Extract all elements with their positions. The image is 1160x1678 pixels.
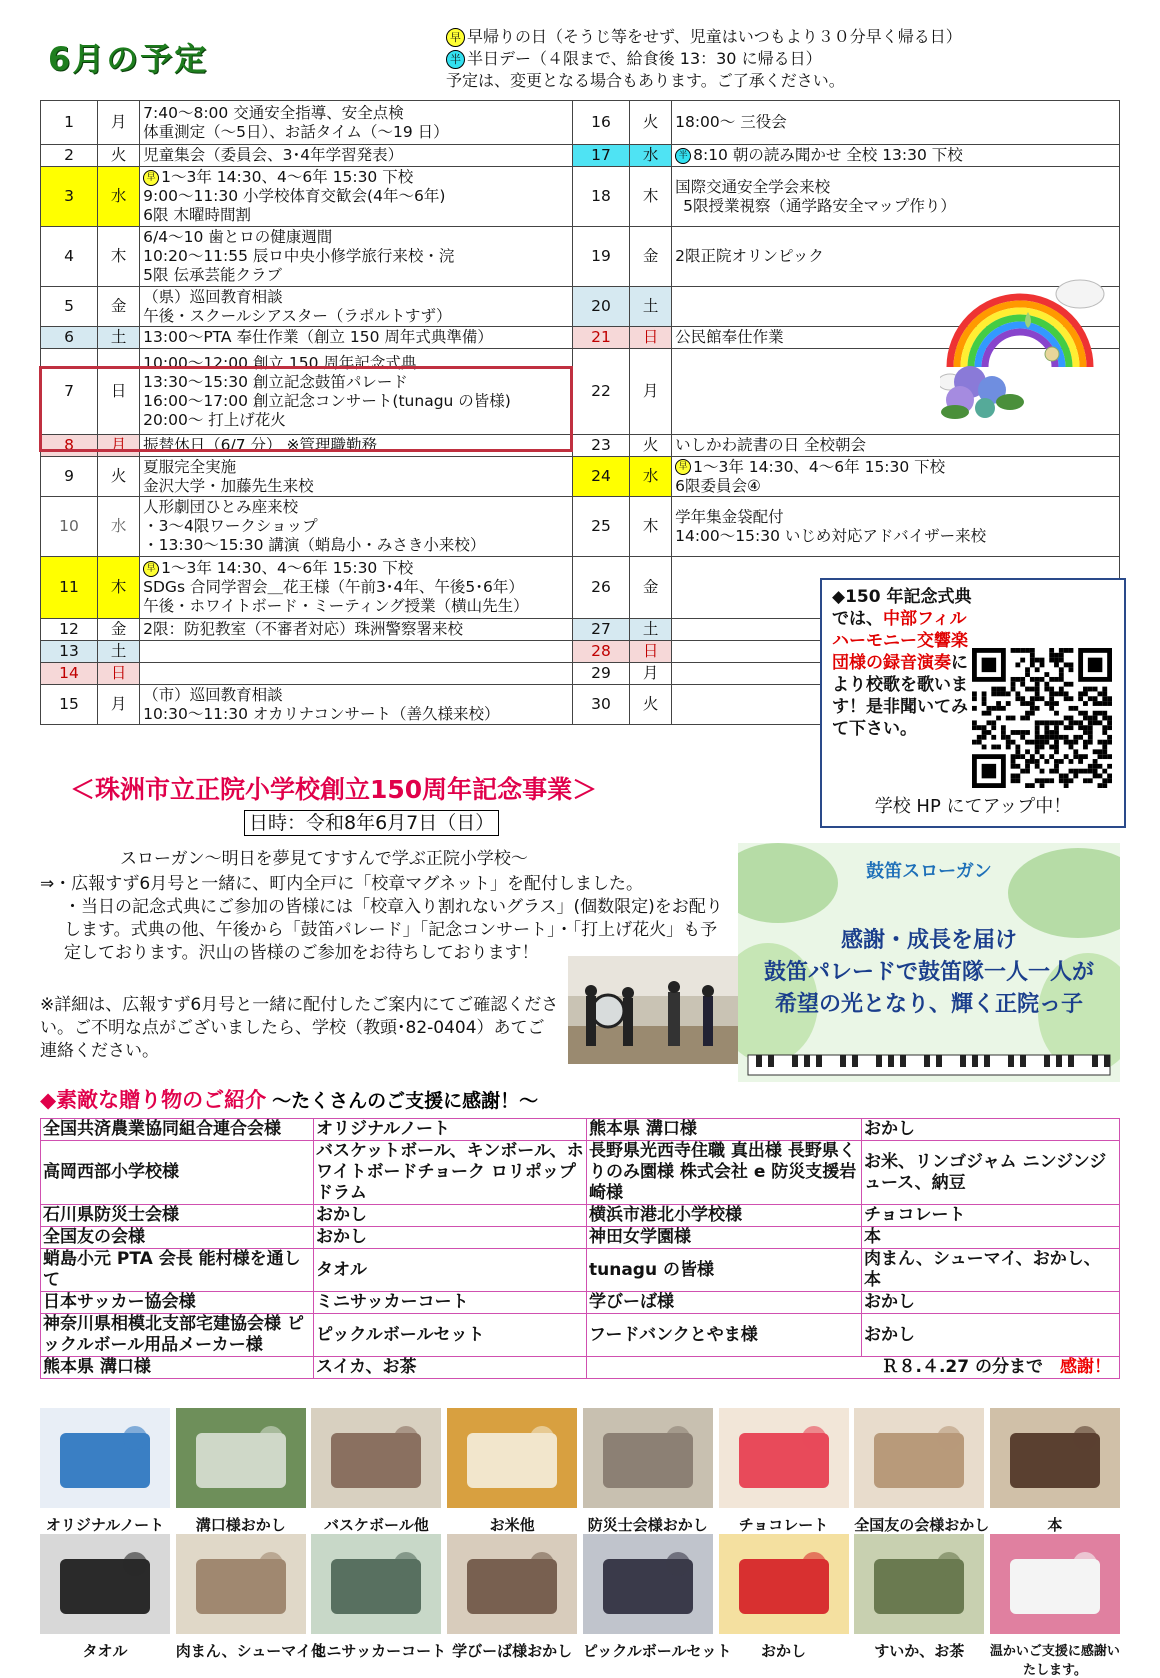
calendar-event-text: 体重測定（～5日）、お話タイム（～19 日） xyxy=(143,122,449,141)
photo-image xyxy=(40,1534,170,1634)
calendar-day: 6 xyxy=(41,327,98,349)
calendar-event-text: 10:20～11:55 辰ロ中央小修学旅行来校・浣 xyxy=(143,247,455,265)
calendar-event-text: 2限：防犯教室（不審者対応）珠洲警察署来校 xyxy=(143,620,464,638)
calendar-event xyxy=(143,104,569,123)
calendar-event xyxy=(143,146,569,165)
gift-item: 肉まん、シューマイ、おかし、本 xyxy=(862,1249,1120,1292)
calendar-weekday: 日 xyxy=(630,641,672,663)
calendar-weekday: 月 xyxy=(98,101,140,145)
calendar-day: 24 xyxy=(572,457,629,497)
calendar-event-text: 振替休日（6/7 分） ※管理職勤務 xyxy=(143,436,377,454)
qr-panel-text xyxy=(832,586,982,740)
rainbow-hydrangea-illustration xyxy=(940,272,1120,420)
calendar-day: 8 xyxy=(41,435,98,457)
photo-image xyxy=(583,1408,713,1508)
calendar-event xyxy=(143,477,569,496)
gift-note-text: Ｒ８.４.27 の分まで xyxy=(881,1357,1043,1377)
calendar-event xyxy=(675,178,1116,197)
photo-card xyxy=(582,1534,732,1678)
photo-image xyxy=(854,1534,984,1634)
calendar-events xyxy=(672,457,1120,497)
photo-caption: タオル xyxy=(82,1642,128,1660)
calendar-weekday: 火 xyxy=(630,685,672,725)
calendar-event-text: 1～3年 14:30、4～6年 15:30 下校 xyxy=(161,168,414,186)
early-mark-icon: 早 xyxy=(143,561,159,577)
gift-donor: フードバンクとやま様 xyxy=(587,1314,862,1357)
legend-note: 予定は、変更となる場合もあります。ご了承ください。 xyxy=(446,71,845,90)
calendar-events xyxy=(140,619,573,641)
gift-donor: 学びーば様 xyxy=(587,1292,862,1314)
calendar-day: 30 xyxy=(572,685,629,725)
calendar-event-text: 国際交通安全学会来校 xyxy=(675,177,831,196)
calendar-weekday: 日 xyxy=(630,327,672,349)
photo-caption: 温かいご支援に感謝いたします。 xyxy=(989,1644,1120,1678)
gift-donor: 高岡西部小学校様 xyxy=(41,1141,314,1205)
calendar-weekday: 土 xyxy=(98,327,140,349)
gifts-table-row xyxy=(41,1314,1120,1357)
calendar-weekday: 月 xyxy=(630,663,672,685)
half-mark-icon: 半 xyxy=(675,148,691,164)
gifts-table-row xyxy=(41,1119,1120,1141)
calendar-day: 2 xyxy=(41,145,98,167)
gifts-table-row xyxy=(41,1292,1120,1314)
gift-item: 本 xyxy=(862,1227,1120,1249)
calendar-event xyxy=(675,527,1116,546)
calendar-event-text: 13:30～15:30 創立記念鼓笛パレード xyxy=(143,372,408,391)
calendar-event-text: （市）巡回教育相談 xyxy=(143,685,283,704)
calendar-event-text: 金沢大学・加藤先生来校 xyxy=(143,476,314,495)
gifts-table-row xyxy=(41,1249,1120,1292)
photo-image xyxy=(176,1408,306,1508)
calendar-events xyxy=(140,685,573,725)
photo-caption: ピックルボールセット xyxy=(582,1642,732,1660)
calendar-weekday: 木 xyxy=(98,557,140,619)
calendar-event xyxy=(143,705,569,724)
calendar-event-text: 5限授業視察（通学路安全マップ作り） xyxy=(683,196,956,215)
event-paragraph-line: ・当日の記念式典にご参加の皆様には「校章入り割れないグラス」(個数限定)をお配りします。式典の他、午後から「鼓笛パレード」「記念コンサート」・「打上げ花火」も予定しております。沢山の皆様のご参加をお待ちしております！ xyxy=(64,897,723,963)
photo-card xyxy=(311,1534,447,1678)
photo-card xyxy=(311,1408,441,1535)
calendar-event-text: 人形劇団ひとみ座来校 xyxy=(143,498,299,516)
calendar-day: 4 xyxy=(41,227,98,287)
event-detail: ※詳細は、広報すず6月号と一緒に配付したご案内にてご確認ください。ご不明な点がございましたら、学校（教頭･82-0404）あてご連絡ください。 xyxy=(40,995,559,1061)
calendar-day: 14 xyxy=(41,663,98,685)
gift-item: お米、リンゴジャム ニンジンジュース、納豆 xyxy=(862,1141,1120,1205)
calendar-event-text: 午後・ホワイトボード・ミーティング授業（横山先生） xyxy=(143,597,529,615)
calendar-events xyxy=(672,435,1120,457)
calendar-event-text: 7:40～8:00 交通安全指導、安全点検 xyxy=(143,103,404,122)
event-date: 日時：令和8年6月7日（日） xyxy=(244,810,499,836)
calendar-event xyxy=(143,247,569,266)
photo-card xyxy=(854,1408,990,1535)
calendar-event-text: 13:00～PTA 奉仕作業（創立 150 周年式典準備） xyxy=(143,328,493,346)
photo-caption: おかし xyxy=(761,1642,807,1660)
calendar-row xyxy=(41,457,1120,497)
photo-caption: チョコレート xyxy=(738,1516,829,1534)
photo-image xyxy=(854,1408,984,1508)
calendar-day: 29 xyxy=(572,663,629,685)
calendar-event-text: 公民館奉仕作業 xyxy=(675,328,784,346)
photo-card xyxy=(990,1408,1120,1535)
early-mark-icon: 早 xyxy=(143,170,159,186)
slogan-card-title: 鼓笛スローガン xyxy=(866,861,992,882)
photo-card xyxy=(175,1534,327,1678)
calendar-event xyxy=(143,307,569,326)
calendar-event-text: 18:00～ 三役会 xyxy=(675,113,787,131)
calendar-event xyxy=(143,517,569,536)
calendar-events xyxy=(672,145,1120,167)
calendar-day: 7 xyxy=(41,349,98,435)
drum-band-photo xyxy=(568,956,738,1064)
gifts-table-row xyxy=(41,1205,1120,1227)
calendar-event xyxy=(143,686,569,705)
calendar-day: 3 xyxy=(41,167,98,227)
drum-slogan-card xyxy=(738,843,1120,1082)
photo-card xyxy=(719,1534,849,1678)
calendar-weekday: 金 xyxy=(98,287,140,327)
calendar-day: 20 xyxy=(572,287,629,327)
calendar-weekday: 金 xyxy=(630,227,672,287)
photo-image xyxy=(719,1408,849,1508)
photo-caption: 防災士会様おかし xyxy=(587,1516,708,1534)
calendar-event xyxy=(143,620,569,639)
calendar-events xyxy=(140,145,573,167)
calendar-event-text: ・3～4限ワークショップ xyxy=(143,517,318,535)
calendar-event xyxy=(675,458,1116,477)
photo-caption: ミニサッカーコート xyxy=(311,1642,447,1660)
event-heading: ＜珠洲市立正院小学校創立150周年記念事業＞ xyxy=(70,775,598,804)
gift-donor: 熊本県 溝口様 xyxy=(587,1119,862,1141)
calendar-event xyxy=(143,498,569,517)
calendar-day: 17 xyxy=(572,145,629,167)
calendar-events xyxy=(140,167,573,227)
gifts-table xyxy=(40,1118,1120,1379)
photo-card xyxy=(176,1408,306,1535)
calendar-weekday: 月 xyxy=(98,685,140,725)
photo-caption: 学びーば様おかし xyxy=(452,1642,573,1660)
calendar-day: 13 xyxy=(41,641,98,663)
calendar-event xyxy=(675,477,1116,496)
calendar-weekday: 月 xyxy=(630,349,672,435)
event-paragraph xyxy=(40,873,730,965)
photo-card xyxy=(447,1408,577,1535)
gift-item: おかし xyxy=(314,1205,587,1227)
calendar-event xyxy=(143,559,569,578)
gift-note xyxy=(587,1357,1120,1379)
gifts-table-row xyxy=(41,1141,1120,1205)
photo-card xyxy=(40,1534,170,1678)
page-title: 6月の予定 xyxy=(48,40,209,78)
calendar-weekday: 日 xyxy=(98,663,140,685)
calendar-event-text: 9:00～11:30 小学校体育交歓会(4年～6年) xyxy=(143,187,446,205)
calendar-event-text: ・13:30～15:30 講演（蛸島小・みさき小来校） xyxy=(143,536,486,554)
photo-card xyxy=(583,1408,713,1535)
calendar-weekday: 土 xyxy=(630,619,672,641)
gift-donor: 蛸島小元 PTA 会長 能村様を通して xyxy=(41,1249,314,1292)
photo-caption: バスケボール他 xyxy=(324,1516,429,1534)
gift-donor: 石川県防災士会様 xyxy=(41,1205,314,1227)
calendar-day: 9 xyxy=(41,457,98,497)
legend-early-text: 早帰りの日（そうじ等をせず、児童はいつもより３０分早く帰る日） xyxy=(467,27,962,46)
calendar-event xyxy=(143,266,569,285)
photo-image xyxy=(583,1534,713,1634)
calendar-event xyxy=(143,328,569,347)
calendar-day: 28 xyxy=(572,641,629,663)
calendar-event-text: 10:00～12:00 創立 150 周年記念式典 xyxy=(143,353,417,372)
qr-panel xyxy=(820,578,1126,828)
calendar-day: 10 xyxy=(41,497,98,557)
gifts-table-row xyxy=(41,1227,1120,1249)
calendar-event-text: 夏服完全実施 xyxy=(143,457,237,476)
gifts-subheading: ～たくさんのご支援に感謝！～ xyxy=(272,1090,539,1112)
calendar-event-text: 1～3年 14:30、4～6年 15:30 下校 xyxy=(693,457,946,476)
calendar-events xyxy=(140,227,573,287)
calendar-event xyxy=(143,206,569,225)
calendar-events xyxy=(140,497,573,557)
photo-card xyxy=(719,1408,849,1535)
photo-caption: 本 xyxy=(1047,1516,1063,1534)
calendar-event xyxy=(143,288,569,307)
calendar-event-text: （県）巡回教育相談 xyxy=(143,287,283,306)
photo-image xyxy=(40,1408,170,1508)
calendar-weekday: 火 xyxy=(630,435,672,457)
calendar-day: 25 xyxy=(572,497,629,557)
calendar-weekday: 金 xyxy=(98,619,140,641)
calendar-event-text: 学年集金袋配付 xyxy=(675,507,784,526)
calendar-event-text: 午後・スクールシアスター（ラポルトすず） xyxy=(143,306,452,325)
gift-item: ミニサッカーコート xyxy=(314,1292,587,1314)
early-mark-icon: 早 xyxy=(446,28,465,47)
calendar-weekday: 水 xyxy=(98,497,140,557)
calendar-event xyxy=(675,436,1116,455)
calendar-event-text: SDGs 合同学習会＿花王様（午前3･4年、午後5･6年） xyxy=(143,578,524,596)
calendar-day: 18 xyxy=(572,167,629,227)
early-mark-icon: 早 xyxy=(675,459,691,475)
calendar-event xyxy=(143,597,569,616)
calendar-event xyxy=(143,578,569,597)
calendar-event-text: 14:00～15:30 いじめ対応アドバイザー来校 xyxy=(675,526,987,545)
qr-text-after: により校歌を歌います！是非聞いてみて下さい。 xyxy=(832,653,968,739)
gift-item: チョコレート xyxy=(862,1205,1120,1227)
gifts-heading xyxy=(40,1084,538,1114)
calendar-event xyxy=(143,458,569,477)
calendar-day: 21 xyxy=(572,327,629,349)
legend-half xyxy=(446,48,962,70)
calendar-row xyxy=(41,497,1120,557)
photo-image xyxy=(176,1534,306,1634)
photo-image xyxy=(311,1408,441,1508)
gift-donor: tunagu の皆様 xyxy=(587,1249,862,1292)
qr-text-highlight: 中部フィルハーモニー交響楽団様の録音演奏 xyxy=(832,609,968,673)
calendar-event-text: 6限委員会④ xyxy=(675,476,761,495)
gift-item: タオル xyxy=(314,1249,587,1292)
photo-card xyxy=(447,1534,577,1678)
photo-card xyxy=(990,1534,1120,1678)
calendar-events xyxy=(140,457,573,497)
calendar-weekday: 木 xyxy=(630,497,672,557)
calendar-day: 27 xyxy=(572,619,629,641)
qr-text-before: ◆150 年記念式典では、 xyxy=(832,587,972,629)
photo-row-1 xyxy=(40,1408,1120,1535)
calendar-event-text: 16:00～17:00 創立記念コンサート(tunagu の皆様) xyxy=(143,391,511,410)
calendar-day: 5 xyxy=(41,287,98,327)
photo-caption: 肉まん、シューマイ他 xyxy=(175,1642,327,1660)
gift-item: バスケットボール、キンボール、ホワイトボードチョーク ロリポップドラム xyxy=(314,1141,587,1205)
calendar-weekday: 火 xyxy=(98,457,140,497)
calendar-weekday: 日 xyxy=(98,349,140,435)
calendar-weekday: 木 xyxy=(98,227,140,287)
gift-donor: 全国友の会様 xyxy=(41,1227,314,1249)
calendar-weekday: 水 xyxy=(630,145,672,167)
photo-row-2 xyxy=(40,1534,1120,1678)
calendar-weekday: 金 xyxy=(630,557,672,619)
gift-item: おかし xyxy=(862,1292,1120,1314)
photo-image xyxy=(990,1534,1120,1634)
calendar-event xyxy=(675,197,1116,216)
calendar-event-text: 20:00～ 打上げ花火 xyxy=(143,410,286,429)
gifts-table-row xyxy=(41,1357,1120,1379)
calendar-day: 23 xyxy=(572,435,629,457)
gift-donor: 横浜市港北小学校様 xyxy=(587,1205,862,1227)
calendar-event-text: 10:30～11:30 オカリナコンサート（善久様来校） xyxy=(143,704,500,723)
photo-image xyxy=(311,1534,441,1634)
calendar-events xyxy=(140,101,573,145)
calendar-event-text: 5限 伝承芸能クラブ xyxy=(143,266,282,284)
calendar-weekday: 木 xyxy=(630,167,672,227)
event-slogan: スローガン～明日を夢見てすすんで学ぶ正院小学校～ xyxy=(120,849,528,869)
gift-thanks: 感謝！ xyxy=(1060,1357,1111,1377)
calendar-events xyxy=(672,167,1120,227)
calendar-day: 19 xyxy=(572,227,629,287)
gift-donor: 神田女学園様 xyxy=(587,1227,862,1249)
calendar-events xyxy=(140,663,573,685)
gift-donor: 全国共済農業協同組合連合会様 xyxy=(41,1119,314,1141)
half-mark-icon: 半 xyxy=(446,50,465,69)
gift-donor: 日本サッカー協会様 xyxy=(41,1292,314,1314)
qr-footer: 学校 HP にてアップ中！ xyxy=(874,796,1072,817)
calendar-weekday: 土 xyxy=(630,287,672,327)
calendar-day: 12 xyxy=(41,619,98,641)
calendar-event-text: 6限 木曜時間割 xyxy=(143,206,251,224)
calendar-weekday: 土 xyxy=(98,641,140,663)
gift-item: おかし xyxy=(862,1119,1120,1141)
calendar-weekday: 水 xyxy=(98,167,140,227)
slogan-card-line1: 感謝・成長を届け xyxy=(840,928,1017,953)
photo-image xyxy=(447,1408,577,1508)
photo-caption: オリジナルノート xyxy=(45,1516,165,1534)
highlight-box xyxy=(39,366,573,452)
calendar-weekday: 火 xyxy=(98,145,140,167)
calendar-event xyxy=(675,113,1116,132)
calendar-day: 11 xyxy=(41,557,98,619)
calendar-event xyxy=(143,228,569,247)
calendar-event-text: 8:10 朝の読み聞かせ 全校 13:30 下校 xyxy=(693,146,963,164)
calendar-row xyxy=(41,145,1120,167)
photo-caption: お米他 xyxy=(489,1516,535,1534)
calendar-event xyxy=(675,508,1116,527)
calendar-event-text: 児童集会（委員会、3･4年学習発表） xyxy=(143,146,404,164)
gifts-heading-title: ◆素敵な贈り物のご紹介 xyxy=(40,1088,267,1112)
qr-code-icon[interactable] xyxy=(972,648,1112,788)
photo-caption: すいか、お茶 xyxy=(874,1642,965,1660)
gift-item: スイカ、お茶 xyxy=(314,1357,587,1379)
calendar-event xyxy=(675,247,1116,266)
calendar-event xyxy=(143,187,569,206)
event-paragraph-line: ⇒・広報すず6月号と一緒に、町内全戸に「校章マグネット」を配付しました。 xyxy=(40,874,644,894)
photo-image xyxy=(447,1534,577,1634)
slogan-card-line2: 鼓笛パレードで鼓笛隊一人一人が xyxy=(763,960,1094,985)
calendar-event-text: 6/4～10 歯とロの健康週間 xyxy=(143,228,333,246)
calendar-event xyxy=(143,123,569,142)
calendar-weekday: 火 xyxy=(630,101,672,145)
calendar-events xyxy=(672,497,1120,557)
calendar-day: 22 xyxy=(572,349,629,435)
calendar-event-text: 1～3年 14:30、4～6年 15:30 下校 xyxy=(161,559,414,577)
slogan-card-line3: 希望の光となり、輝く正院っ子 xyxy=(774,992,1083,1017)
gift-donor: 熊本県 溝口様 xyxy=(41,1357,314,1379)
calendar-events xyxy=(140,327,573,349)
calendar-row xyxy=(41,167,1120,227)
photo-card xyxy=(854,1534,984,1678)
photo-image xyxy=(719,1534,849,1634)
photo-card xyxy=(40,1408,170,1535)
calendar-event xyxy=(675,146,1116,165)
gift-item: ピックルボールセット xyxy=(314,1314,587,1357)
gift-donor: 神奈川県相模北支部宅建協会様 ピックルボール用品メーカー様 xyxy=(41,1314,314,1357)
calendar-events xyxy=(140,287,573,327)
calendar-events xyxy=(140,557,573,619)
calendar-weekday: 水 xyxy=(630,457,672,497)
calendar-event xyxy=(143,168,569,187)
calendar-event-text: 2限正院オリンピック xyxy=(675,247,824,265)
gift-item: おかし xyxy=(862,1314,1120,1357)
gift-item: おかし xyxy=(314,1227,587,1249)
calendar-event-text: いしかわ読書の日 全校朝会 xyxy=(675,436,867,454)
calendar-day: 16 xyxy=(572,101,629,145)
photo-caption: 全国友の会様おかし xyxy=(854,1516,990,1534)
calendar-event xyxy=(143,536,569,555)
gift-item: オリジナルノート xyxy=(314,1119,587,1141)
legend xyxy=(446,26,962,92)
photo-caption: 溝口様おかし xyxy=(195,1516,286,1534)
calendar-day: 1 xyxy=(41,101,98,145)
calendar-day: 15 xyxy=(41,685,98,725)
legend-early xyxy=(446,26,962,48)
gift-donor: 長野県光西寺住職 真出様 長野県くりのみ園様 株式会社 e 防災支援岩崎様 xyxy=(587,1141,862,1205)
calendar-row xyxy=(41,101,1120,145)
legend-half-text: 半日デー（４限まで、給食後 13：30 に帰る日） xyxy=(467,49,822,68)
calendar-day: 26 xyxy=(572,557,629,619)
photo-image xyxy=(990,1408,1120,1508)
calendar-events xyxy=(140,641,573,663)
calendar-weekday: 月 xyxy=(98,435,140,457)
calendar-events xyxy=(672,101,1120,145)
